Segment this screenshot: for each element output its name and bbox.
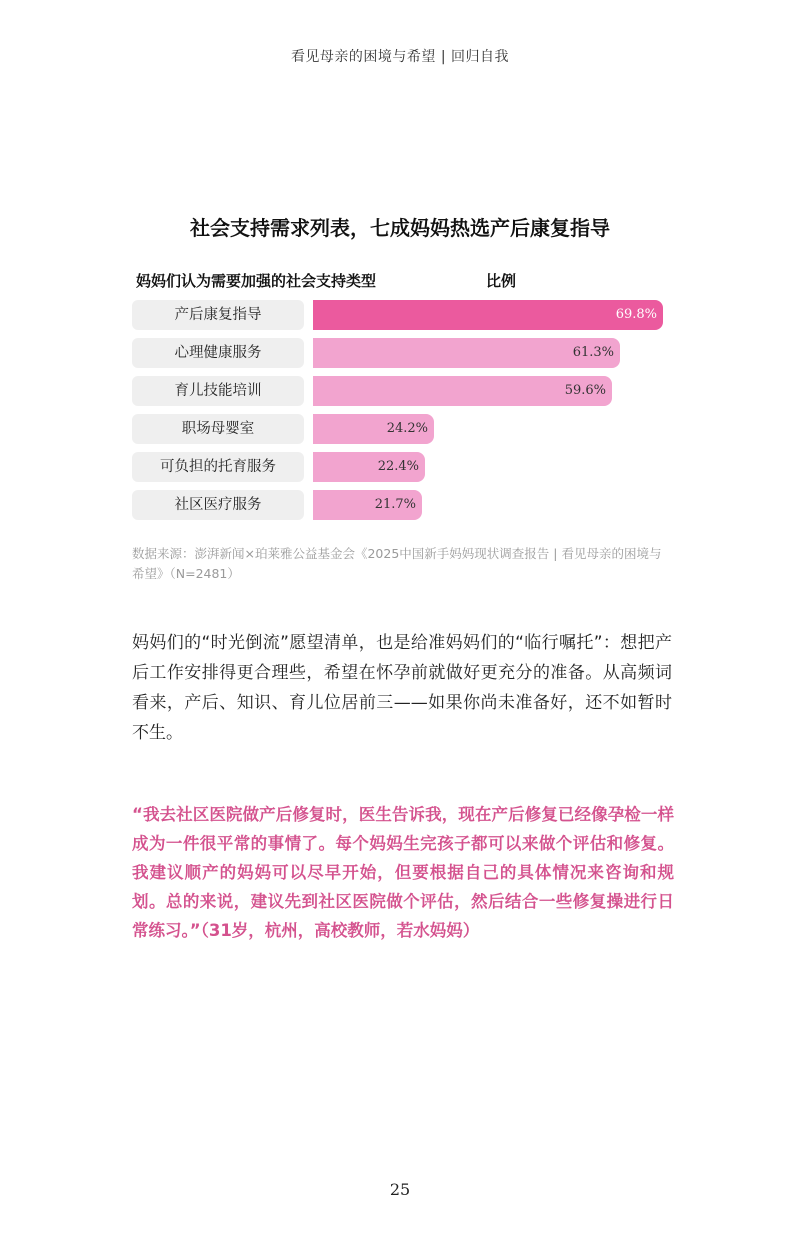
chart-row bbox=[0, 300, 800, 330]
page-number: 25 bbox=[389, 1180, 411, 1199]
bar-value-label: 59.6% bbox=[564, 383, 606, 398]
bar-chart bbox=[0, 300, 800, 528]
category-label: 育儿技能培训 bbox=[132, 376, 304, 406]
body-paragraph: 妈妈们的“时光倒流”愿望清单，也是给准妈妈们的“临行嘱托”：想把产后工作安排得更合理些，希望在怀孕前就做好更充分的准备。从高频词看来，产后、知识、育儿位居前三——如果你尚未准备好，还不如暂时不生。 bbox=[132, 633, 672, 743]
bar bbox=[313, 300, 663, 330]
category-column-header: 妈妈们认为需要加强的社会支持类型 bbox=[136, 272, 377, 290]
value-column-header: 比例 bbox=[486, 272, 517, 290]
chart-row bbox=[0, 414, 800, 444]
bar bbox=[313, 338, 620, 368]
bar bbox=[313, 452, 425, 482]
category-label: 职场母婴室 bbox=[132, 414, 304, 444]
bar-value-label: 69.8% bbox=[615, 307, 657, 322]
bar-value-label: 21.7% bbox=[374, 497, 416, 512]
category-label: 心理健康服务 bbox=[132, 338, 304, 368]
bar-value-label: 22.4% bbox=[377, 459, 419, 474]
bar bbox=[313, 376, 612, 406]
chart-row bbox=[0, 452, 800, 482]
category-label: 产后康复指导 bbox=[132, 300, 304, 330]
bar bbox=[313, 490, 422, 520]
category-label: 社区医疗服务 bbox=[132, 490, 304, 520]
chart-row bbox=[0, 376, 800, 406]
running-header: 看见母亲的困境与希望 | 回归自我 bbox=[290, 49, 510, 65]
interview-quote: “我去社区医院做产后修复时，医生告诉我，现在产后修复已经像孕检一样成为一件很平常的事情了。每个妈妈生完孩子都可以来做个评估和修复。我建议顺产的妈妈可以尽早开始，但要根据自己的具体情况来咨询和规划。总的来说，建议先到社区医院做个评估，然后结合一些修复操进行日常练习。”（31岁，杭州，高校教师，若水妈妈） bbox=[132, 805, 674, 940]
chart-row bbox=[0, 338, 800, 368]
bar bbox=[313, 414, 434, 444]
chart-row bbox=[0, 490, 800, 520]
data-source-note: 数据来源：澎湃新闻×珀莱雅公益基金会《2025中国新手妈妈现状调查报告 | 看见母亲的困境与希望》（N=2481） bbox=[132, 546, 662, 581]
chart-title: 社会支持需求列表，七成妈妈热选产后康复指导 bbox=[190, 216, 610, 240]
bar-value-label: 24.2% bbox=[386, 421, 428, 436]
category-label: 可负担的托育服务 bbox=[132, 452, 304, 482]
bar-value-label: 61.3% bbox=[572, 345, 614, 360]
